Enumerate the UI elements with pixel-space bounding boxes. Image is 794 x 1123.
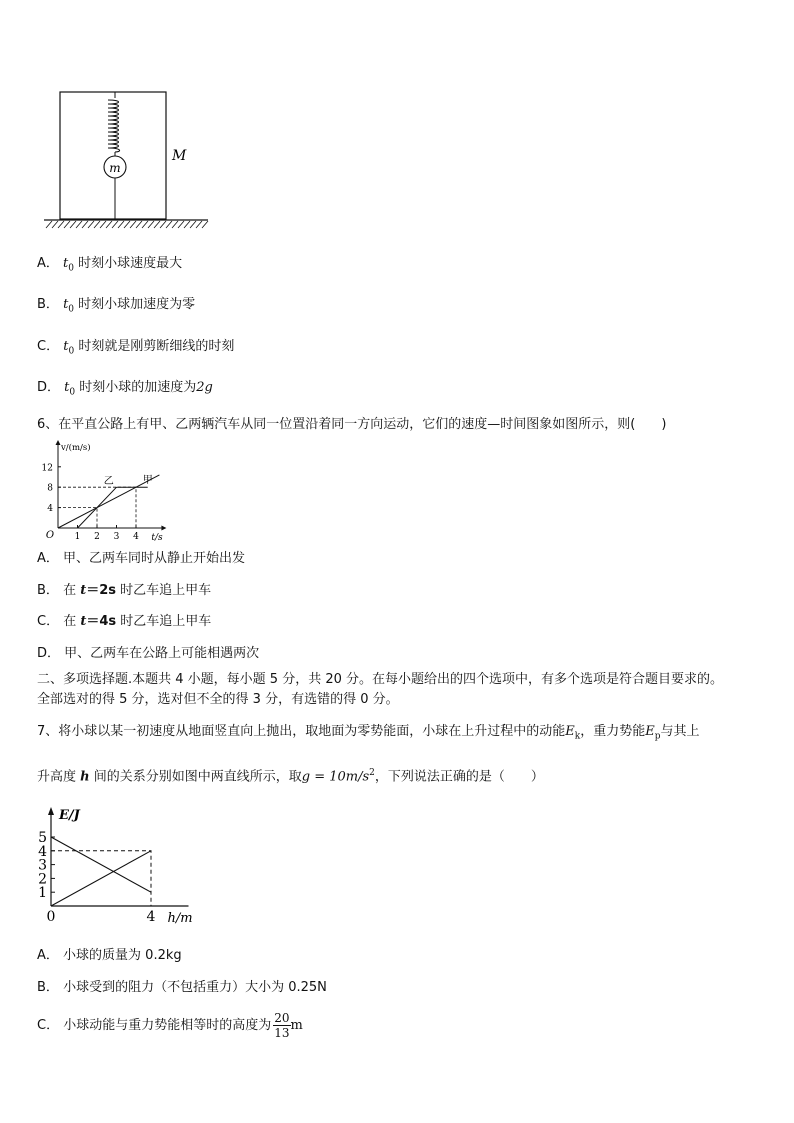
series-label-yi: 乙 <box>103 476 114 488</box>
container-box <box>60 92 166 219</box>
section2-line2: 全部选对的得 5 分，选对但不全的得 3 分，有选错的得 0 分。 <box>37 692 399 707</box>
y-tick-label: 4 <box>38 843 47 860</box>
x-axis-arrow <box>161 526 166 531</box>
x-tick-label: 3 <box>113 532 120 542</box>
y-tick-label: 4 <box>47 504 53 515</box>
q5-option-c: C． $t_0$ 时刻就是刚剪断细线的时刻 <box>37 339 235 357</box>
y-tick-label: 5 <box>38 830 47 846</box>
origin-label: O <box>45 530 55 541</box>
y-axis-arrow <box>48 807 54 815</box>
y-axis-arrow <box>56 440 61 445</box>
y-tick-label: 3 <box>38 857 47 874</box>
q7-stem-line1: 7、将小球以某一初速度从地面竖直向上抛出，取地面为零势能面，小球在上升过程中的动能$E_k$，重力势能$E_p$与其上 <box>37 724 700 742</box>
series-line-1 <box>51 837 151 892</box>
q5-option-d: D． $t_0$ 时刻小球的加速度为2g <box>37 380 213 398</box>
height-fraction: $\frac{20}{13}$ <box>274 1011 290 1040</box>
ground-hatching <box>46 221 208 228</box>
x-tick-label: 4 <box>133 532 139 542</box>
container-label: M <box>172 148 187 164</box>
series-line-2 <box>51 851 151 906</box>
series-label-jia: 甲 <box>142 475 153 487</box>
x-axis-label: h/m <box>167 911 193 926</box>
y-tick-label: 12 <box>41 463 53 474</box>
q6-option-d: D． 甲、乙两车在公路上可能相遇两次 <box>37 646 260 661</box>
mass-label: m <box>109 161 121 175</box>
section2-line1: 二、多项选择题.本题共 4 小题，每小题 5 分，共 20 分。在每小题给出的四个选项中，有多个选项是符合题目要求的。 <box>37 672 724 687</box>
y-tick-label: 8 <box>47 483 53 494</box>
q6-option-b: B． 在 t＝2s 时乙车追上甲车 <box>37 583 212 598</box>
y-axis-label: v/(m/s) <box>61 443 91 453</box>
origin-label: 0 <box>46 909 56 925</box>
y-tick-label: 2 <box>38 871 47 888</box>
y-tick-label: 1 <box>38 885 47 902</box>
q7-stem-line2: 升高度 h 间的关系分别如图中两直线所示，取$g = 10m/s^2$，下列说法正确的是（ ） <box>37 768 544 785</box>
q7-energy-height-chart <box>36 806 216 934</box>
x-tick-label: 1 <box>74 532 81 542</box>
spring-mass-figure <box>40 86 220 236</box>
q5-option-b: B． $t_0$ 时刻小球加速度为零 <box>37 297 196 315</box>
q7-option-c: C． 小球动能与重力势能相等时的高度为 $\frac{20}{13}$ m <box>37 1011 303 1040</box>
y-axis-label: E/J <box>59 808 80 823</box>
x-tick-label: 4 <box>146 909 156 925</box>
q6-option-a: A． 甲、乙两车同时从静止开始出发 <box>37 551 246 566</box>
x-tick-label: 2 <box>94 532 100 542</box>
spring <box>108 92 120 156</box>
q6-velocity-time-chart <box>36 438 176 544</box>
q7-option-a: A． 小球的质量为 0.2kg <box>37 948 182 963</box>
q7-option-b: B． 小球受到的阻力（不包括重力）大小为 0.25N <box>37 980 327 995</box>
q6-stem: 6、在平直公路上有甲、乙两辆汽车从同一位置沿着同一方向运动，它们的速度—时间图象如图所示，则( ) <box>37 417 667 432</box>
q5-option-a: A． $t_0$ 时刻小球速度最大 <box>37 256 183 274</box>
q6-option-c: C． 在 t＝4s 时乙车追上甲车 <box>37 614 212 629</box>
x-axis-label: t/s <box>151 533 163 543</box>
